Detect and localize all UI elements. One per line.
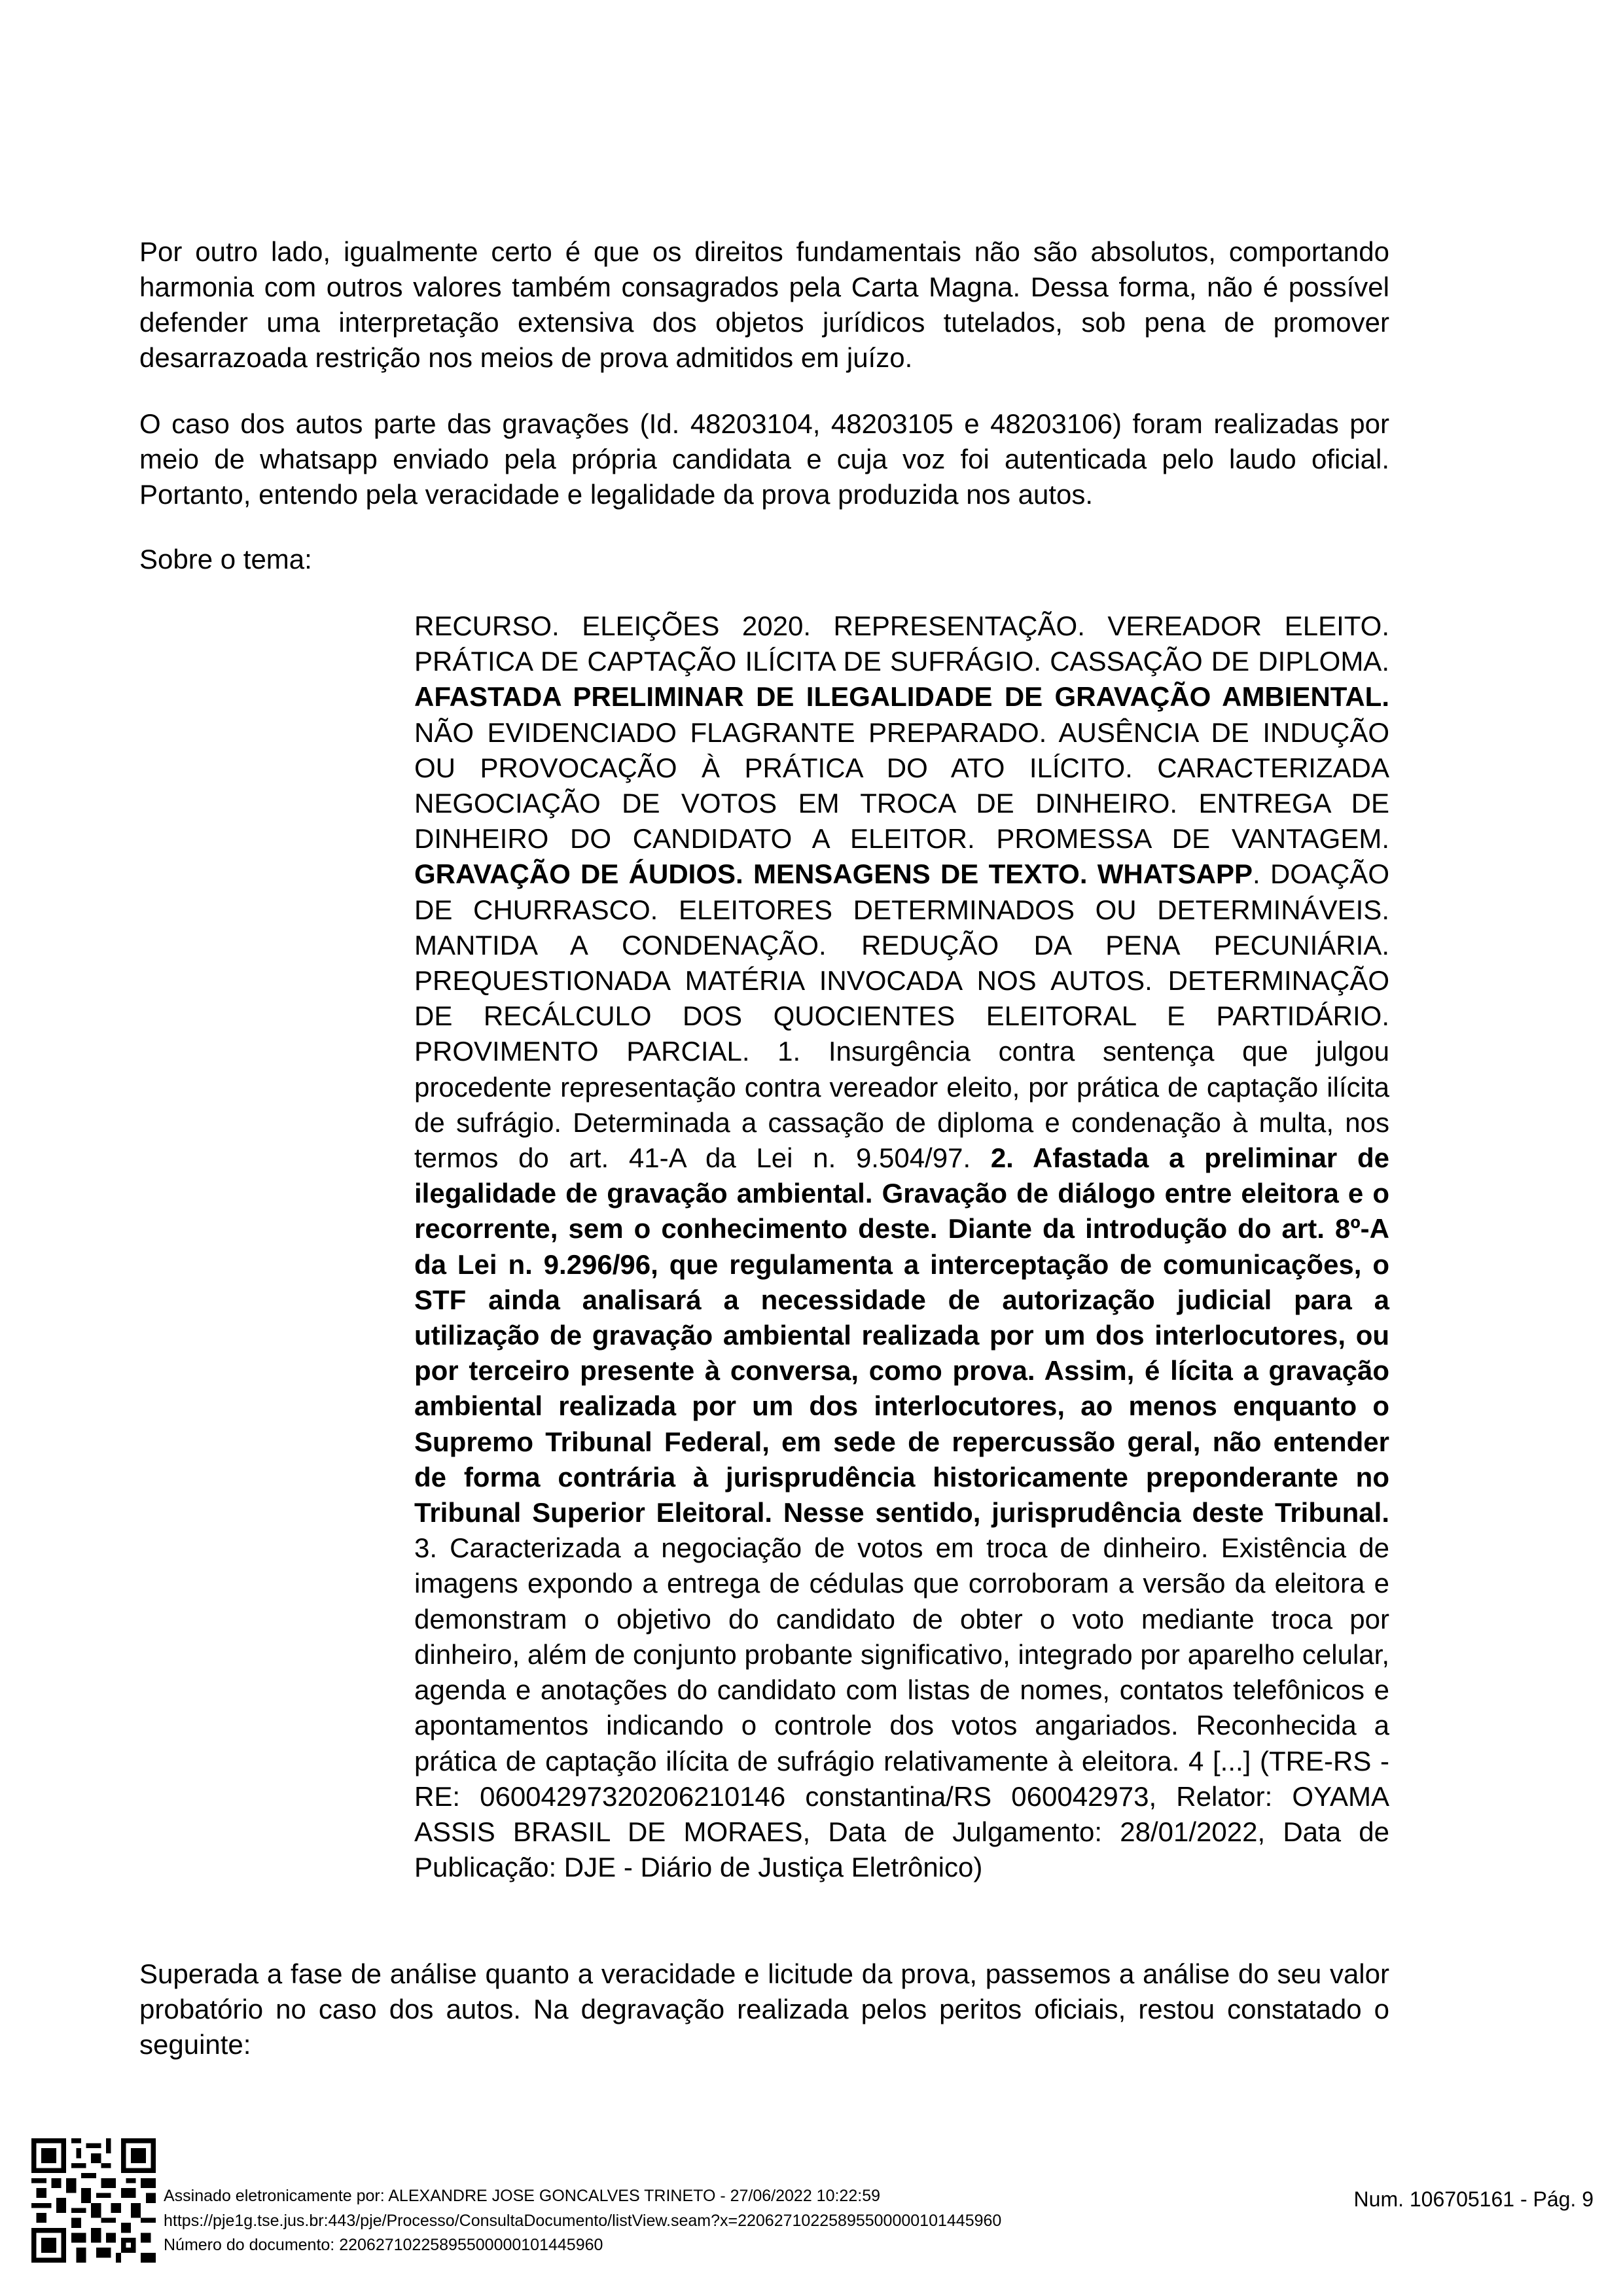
qr-code-icon bbox=[31, 2138, 156, 2263]
document-url[interactable]: https://pje1g.tse.jus.br:443/pje/Processo/ConsultaDocumento/listView.seam?x=22062710225895500000101445960 bbox=[164, 2212, 1002, 2230]
quote-bold-text: 2. Afastada a preliminar de ilegalidade de gravação ambiental. Gravação de diálogo entre eleitora e o recorrente, sem o conhecimento deste. Diante da introdução do art. 8º-A da Lei n. 9.296/96, que regulamenta a interceptação de comunicações, o STF ainda analisará a necessidade de autorização judicial para a utilização de gravação ambiental realizada por um dos interlocutores, ou por terceiro presente à conversa, como prova. Assim, é lícita a gravação ambiental realizada por um dos interlocutores, ao menos enquanto o Supremo Tribunal Federal, em sede de repercussão geral, não entender de forma contrária à jurisprudência historicamente preponderante no Tribunal Superior Eleitoral. Nesse sentido, jurisprudência deste Tribunal. bbox=[414, 1142, 1389, 1528]
document-number: Número do documento: 22062710225895500000101445960 bbox=[164, 2236, 603, 2254]
paragraph-about-topic: Sobre o tema: bbox=[139, 544, 312, 574]
quote-text: RECURSO. ELEIÇÕES 2020. REPRESENTAÇÃO. VEREADOR ELEITO. PRÁTICA DE CAPTAÇÃO ILÍCITA DE SUFRÁGIO. CASSAÇÃO DE DIPLOMA. bbox=[414, 610, 1389, 677]
quote-bold-text: GRAVAÇÃO DE ÁUDIOS. MENSAGENS DE TEXTO. WHATSAPP bbox=[414, 858, 1253, 890]
paragraph-probative-value: Superada a fase de análise quanto a veracidade e licitude da prova, passemos a análise do seu valor probatório no caso dos autos. Na degravação realizada pelos peritos oficiais, restou constatado o seguinte: bbox=[139, 1958, 1389, 2060]
page-reference: Num. 106705161 - Pág. 9 bbox=[1353, 2187, 1594, 2211]
signature-line: Assinado eletronicamente por: ALEXANDRE JOSE GONCALVES TRINETO - 27/06/2022 10:22:59 bbox=[164, 2187, 880, 2205]
quote-text: . DOAÇÃO DE CHURRASCO. ELEITORES DETERMINADOS OU DETERMINÁVEIS. MANTIDA A CONDENAÇÃO. REDUÇÃO DA PENA PECUNIÁRIA. PREQUESTIONADA MATÉRIA INVOCADA NOS AUTOS. DETERMINAÇÃO DE RECÁLCULO DOS QUOCIENTES ELEITORAL E PARTIDÁRIO. PROVIMENTO PARCIAL. 1. Insurgência contra sentença que julgou procedente representação contra vereador eleito, por prática de captação ilícita de sufrágio. Determinada a cassação de diploma e condenação à multa, nos termos do art. 41-A da Lei n. 9.504/97. bbox=[414, 858, 1389, 1174]
paragraph-fundamental-rights: Por outro lado, igualmente certo é que os direitos fundamentais não são absolutos, comportando harmonia com outros valores também consagrados pela Carta Magna. Dessa forma, não é possível defender uma interpretação extensiva dos objetos jurídicos tutelados, sob pena de promover desarrazoada restrição nos meios de prova admitidos em juízo. bbox=[139, 236, 1389, 373]
quote-text: 3. Caracterizada a negociação de votos em troca de dinheiro. Existência de imagens expondo a entrega de cédulas que corroboram a versão da eleitora e demonstram o objetivo do candidato de obter o voto mediante troca por dinheiro, além de conjunto probante significativo, integrado por aparelho celular, agenda e anotações do candidato com listas de nomes, contatos telefônicos e apontamentos indicando o controle dos votos angariados. Reconhecida a prática de captação ilícita de sufrágio relativamente à eleitora. 4 [...] (TRE-RS - RE: 06004297320206210146 constantina/RS 060042973, Relator: OYAMA ASSIS BRASIL DE MORAES, Data de Julgamento: 28/01/2022, Data de Publicação: DJE - Diário de Justiça Eletrônico) bbox=[414, 1532, 1389, 1883]
jurisprudence-quote bbox=[414, 609, 1389, 1885]
quote-bold-text: AFASTADA PRELIMINAR DE ILEGALIDADE DE GRAVAÇÃO AMBIENTAL. bbox=[414, 681, 1389, 713]
paragraph-recordings: O caso dos autos parte das gravações (Id. 48203104, 48203105 e 48203106) foram realizadas por meio de whatsapp enviado pela própria candidata e cuja voz foi autenticada pelo laudo oficial. Portanto, entendo pela veracidade e legalidade da prova produzida nos autos. bbox=[139, 408, 1389, 510]
quote-text: NÃO EVIDENCIADO FLAGRANTE PREPARADO. AUSÊNCIA DE INDUÇÃO OU PROVOCAÇÃO À PRÁTICA DO ATO ILÍCITO. CARACTERIZADA NEGOCIAÇÃO DE VOTOS EM TROCA DE DINHEIRO. ENTREGA DE DINHEIRO DO CANDIDATO A ELEITOR. PROMESSA DE VANTAGEM. bbox=[414, 716, 1389, 855]
